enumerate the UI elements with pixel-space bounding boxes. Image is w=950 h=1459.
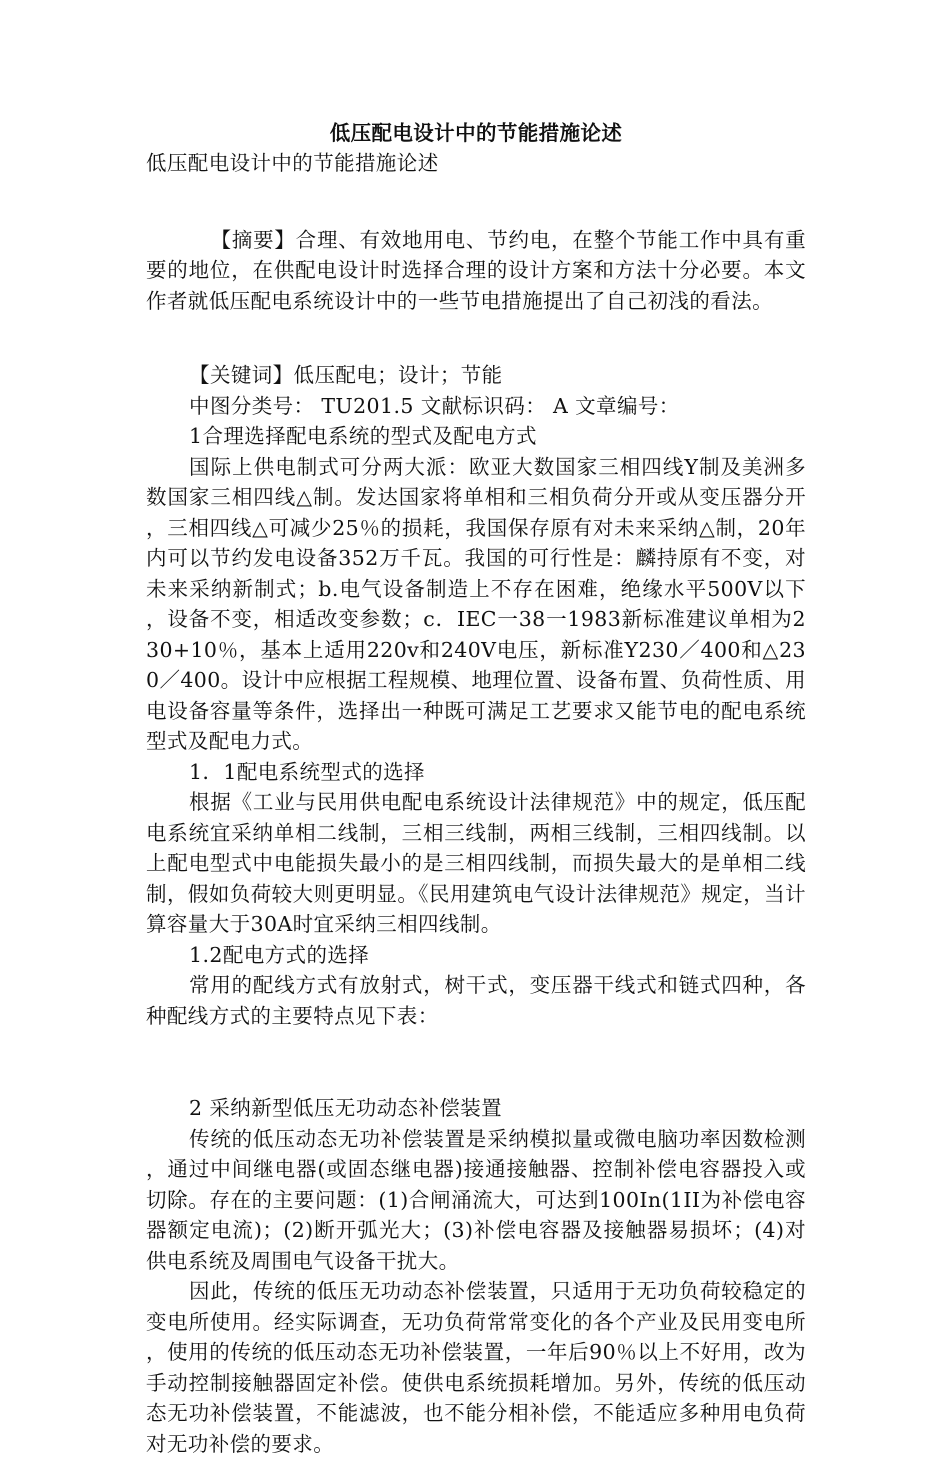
abstract-paragraph: 【摘要】合理、有效地用电、节约电，在整个节能工作中具有重要的地位，在供配电设计时选择合理的设计方案和方法十分必要。本文作者就低压配电系统设计中的一些节电措施提出了自己初浅的看法。: [146, 227, 806, 313]
section-1-2-paragraph: 常用的配线方式有放射式，树干式，变压器干线式和链式四种，各种配线方式的主要特点见下表：: [146, 973, 806, 1028]
document-body: [146, 118, 806, 1459]
section-1-2-heading: 1.2配电方式的选择: [189, 942, 370, 967]
section-2-paragraph-1: 传统的低压动态无功补偿装置是采纳模拟量或微电脑功率因数检测，通过中间继电器(或固态继电器)接通接触器、控制补偿电容器投入或切除。存在的主要问题：(1)合闸涌流大，可达到100In(1II为补偿电容器额定电流)；(2)断开弧光大；(3)补偿电容器及接触器易损坏；(4)对供电系统及周围电气设备干扰大。: [146, 1126, 806, 1273]
section-2-paragraph-2: 因此，传统的低压无功动态补偿装置，只适用于无功负荷较稳定的变电所使用。经实际调查，无功负荷常常变化的各个产业及民用变电所，使用的传统的低压动态无功补偿装置，一年后90％以上不好用，改为手动控制接触器固定补偿。使供电系统损耗增加。另外，传统的低压动态无功补偿装置，不能滤波，也不能分相补偿，不能适应多种用电负荷对无功补偿的要求。: [146, 1279, 806, 1456]
section-1-1-paragraph: 根据《工业与民用供电配电系统设计法律规范》中的规定，低压配电系统宜采纳单相二线制，三相三线制，两相三线制，三相四线制。以上配电型式中电能损失最小的是三相四线制，而损失最大的是单相二线制，假如负荷较大则更明显。《民用建筑电气设计法律规范》规定，当计算容量大于30A时宜采纳三相四线制。: [146, 790, 806, 936]
section-1-paragraph: 国际上供电制式可分两大派：欧亚大数国家三相四线Y制及美洲多数国家三相四线△制。发达国家将单相和三相负荷分开或从变压器分开，三相四线△可减少25％的损耗，我国保存原有对未来采纳△制，20年内可以节约发电设备352万千瓦。我国的可行性是：麟持原有不变，对未来采纳新制式；b.电气设备制造上不存在困难，绝缘水平500V以下，设备不变，相适改变参数；c．IEC一38一1983新标准建议单相为230+10％，基本上适用220v和240V电压，新标准Y230／400和△230／400。设计中应根据工程规模、地理位置、设备布置、负荷性质、用电设备容量等条件，选择出一种既可满足工艺要求又能节电的配电系统型式及配电力式。: [146, 454, 806, 753]
section-1-heading: 1合理选择配电系统的型式及配电方式: [189, 424, 537, 448]
spacer: [146, 1031, 806, 1093]
classification-line: 中图分类号： TU201.5 文献标识码： A 文章编号：: [189, 393, 680, 418]
spacer: [146, 179, 806, 225]
document-subtitle: 低压配电设计中的节能措施论述: [146, 151, 439, 175]
document-title: 低压配电设计中的节能措施论述: [329, 121, 623, 145]
keywords-line: 【关键词】低压配电；设计；节能: [189, 363, 503, 387]
section-2-heading: 2 采纳新型低压无功动态补偿装置: [189, 1096, 503, 1120]
section-1-1-heading: 1．1配电系统型式的选择: [189, 759, 425, 784]
spacer: [146, 316, 806, 360]
